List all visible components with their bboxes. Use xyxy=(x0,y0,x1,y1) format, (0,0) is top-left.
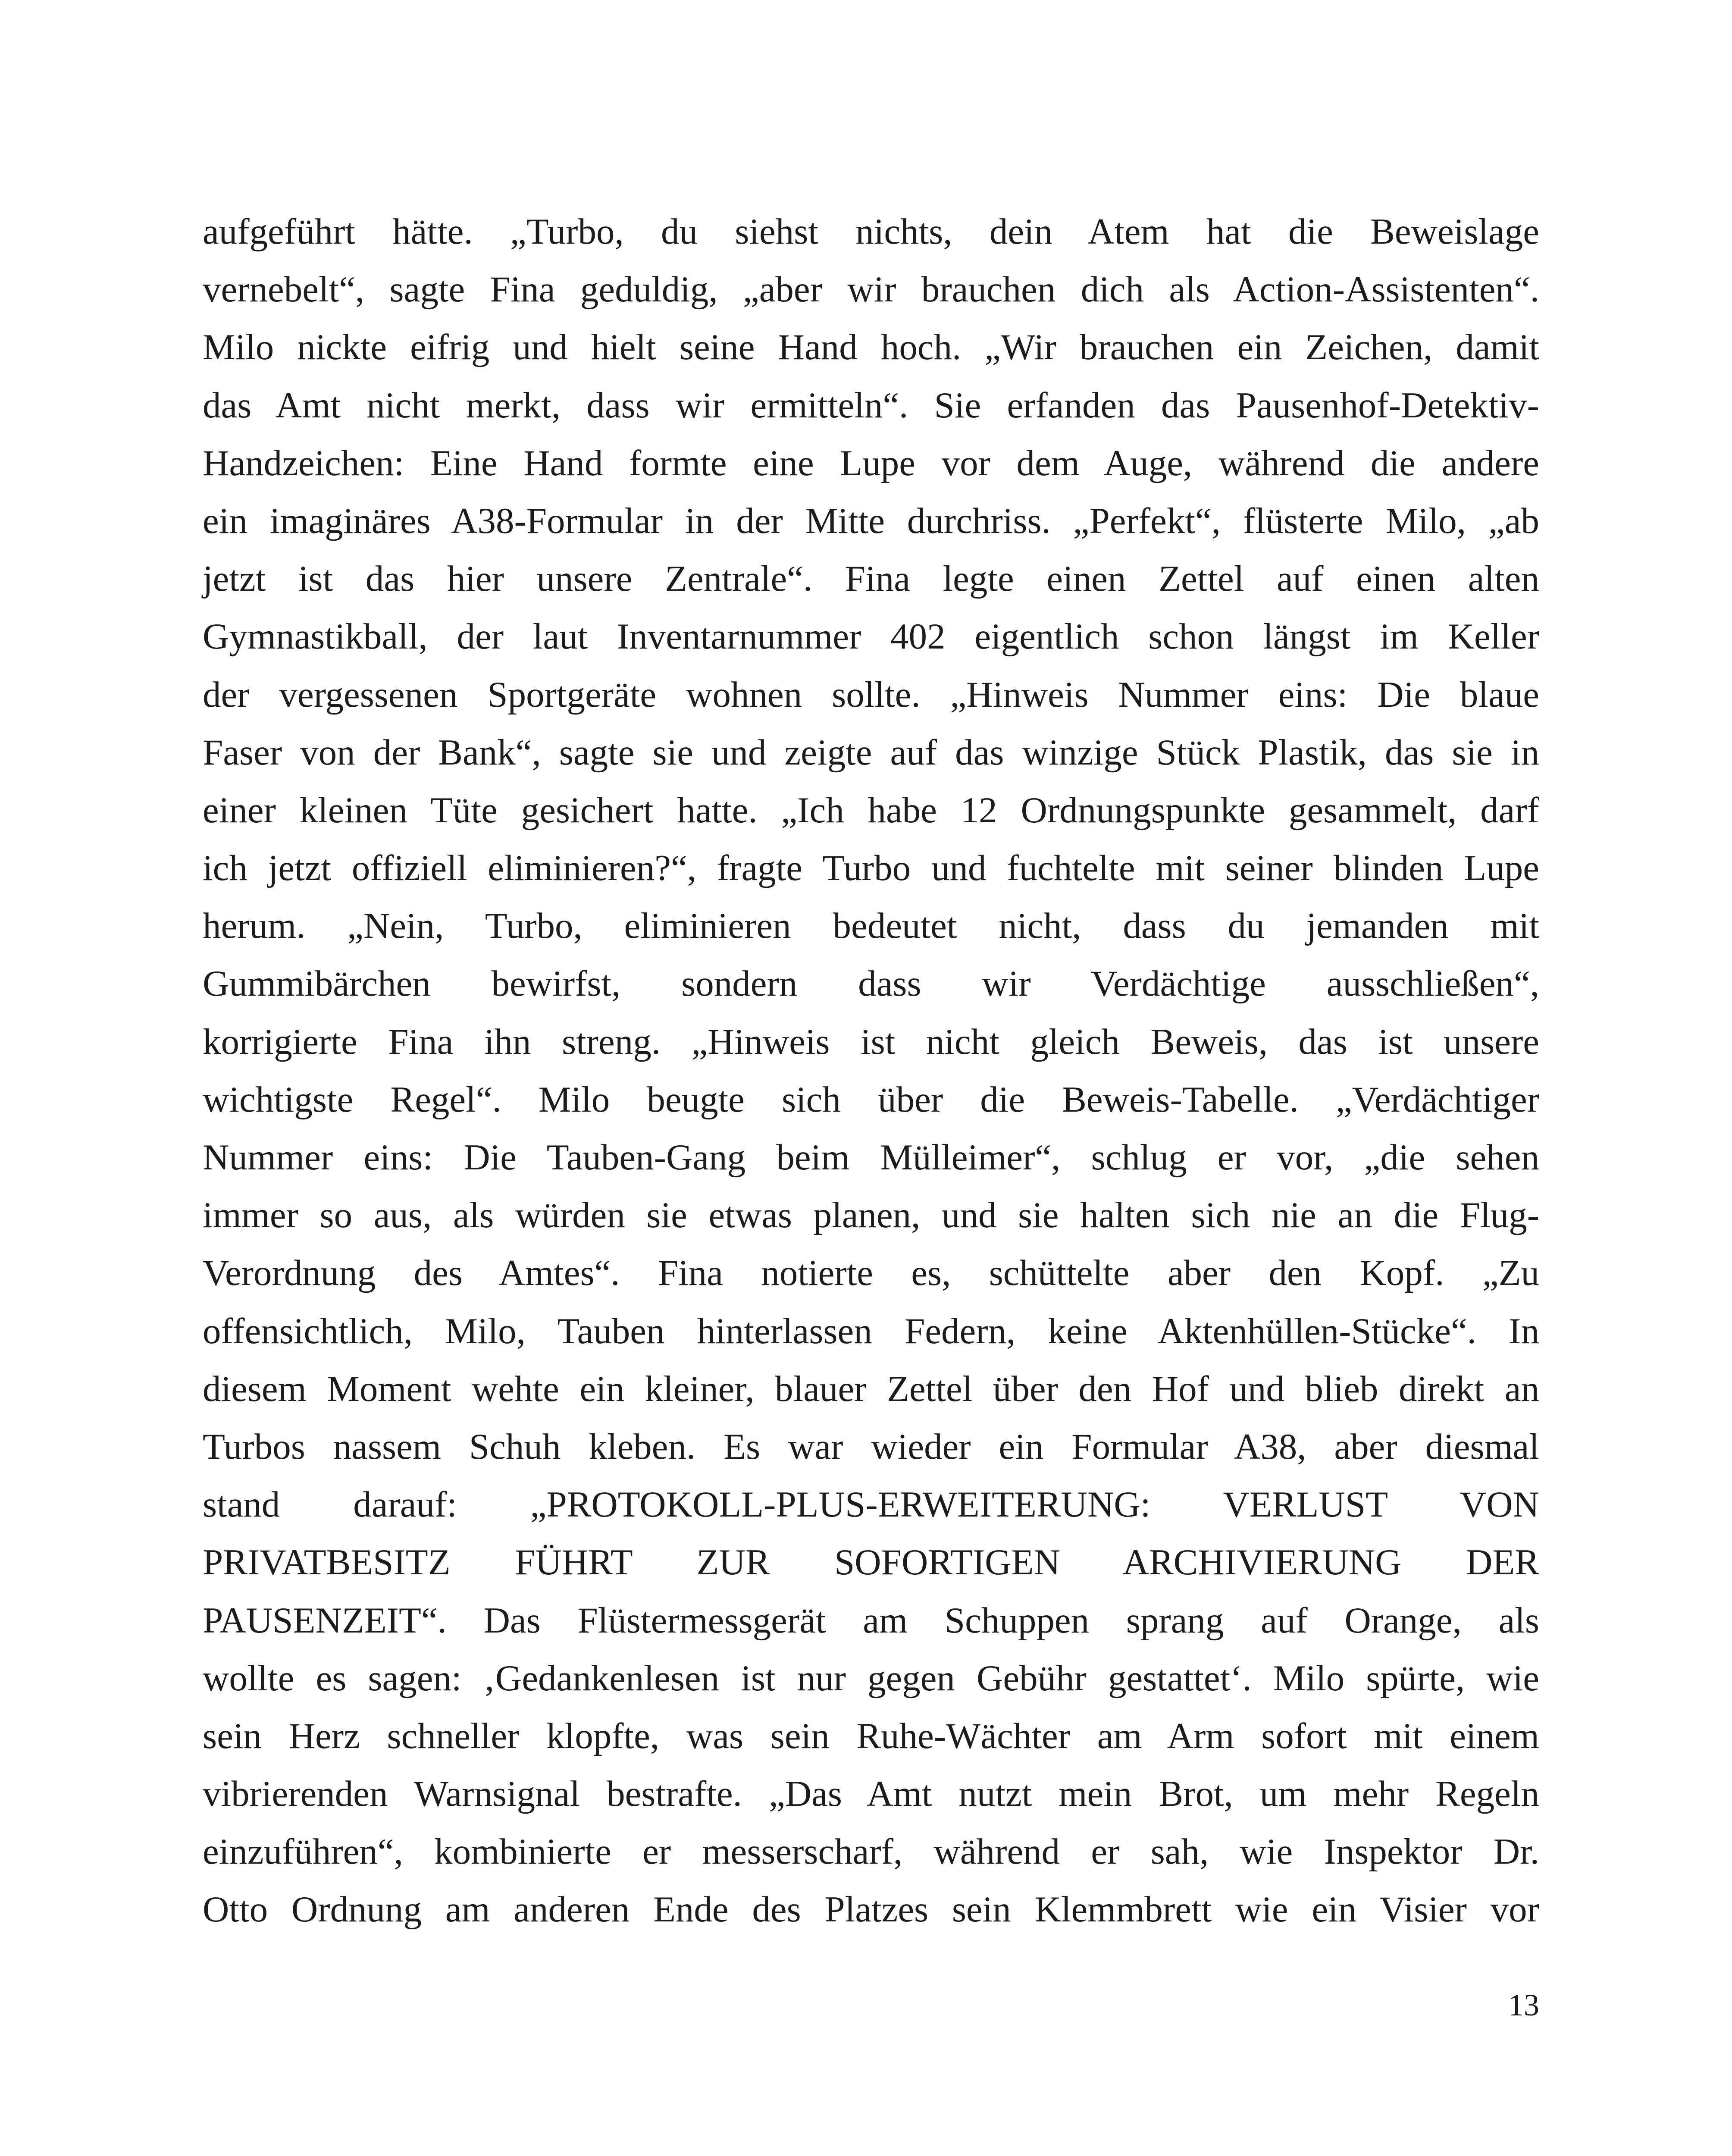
text-line: stand darauf: „PROTOKOLL-PLUS-ERWEITERUNG: VERLUST VON xyxy=(203,1484,1539,1525)
page-number: 13 xyxy=(1508,1988,1539,2022)
text-line: ich jetzt offiziell eliminieren?“, fragte Turbo und fuchtelte mit seiner blinden Lupe xyxy=(203,848,1539,889)
text-line: aufgeführt hätte. „Turbo, du siehst nichts, dein Atem hat die Beweislage xyxy=(203,211,1539,252)
text-line: herum. „Nein, Turbo, eliminieren bedeutet nicht, dass du jemanden mit xyxy=(203,906,1539,946)
text-line: Otto Ordnung am anderen Ende des Platzes sein Klemmbrett wie ein Visier vor xyxy=(203,1889,1539,1930)
text-line: Handzeichen: Eine Hand formte eine Lupe vor dem Auge, während die andere xyxy=(203,442,1539,483)
text-line: einer kleinen Tüte gesichert hatte. „Ich habe 12 Ordnungspunkte gesammelt, darf xyxy=(203,790,1539,830)
text-line: das Amt nicht merkt, dass wir ermitteln“. Sie erfanden das Pausenhof-Detektiv- xyxy=(203,385,1539,426)
text-line: Nummer eins: Die Tauben-Gang beim Mülleimer“, schlug er vor, „die sehen xyxy=(203,1137,1539,1178)
text-line: PAUSENZEIT“. Das Flüstermessgerät am Schuppen sprang auf Orange, als xyxy=(203,1600,1539,1641)
text-line: sein Herz schneller klopfte, was sein Ruhe-Wächter am Arm sofort mit einem xyxy=(203,1715,1539,1756)
text-line: Gummibärchen bewirfst, sondern dass wir Verdächtige ausschließen“, xyxy=(203,963,1539,1004)
text-line: vernebelt“, sagte Fina geduldig, „aber wir brauchen dich als Action-Assistenten“. xyxy=(203,269,1539,310)
text-line: wichtigste Regel“. Milo beugte sich über die Beweis-Tabelle. „Verdächtiger xyxy=(203,1079,1539,1120)
text-line: einzuführen“, kombinierte er messerscharf, während er sah, wie Inspektor Dr. xyxy=(203,1831,1539,1872)
text-line: Turbos nassem Schuh kleben. Es war wieder ein Formular A38, aber diesmal xyxy=(203,1426,1539,1467)
text-line: offensichtlich, Milo, Tauben hinterlassen Federn, keine Aktenhüllen-Stücke“. In xyxy=(203,1310,1539,1351)
text-line: korrigierte Fina ihn streng. „Hinweis ist nicht gleich Beweis, das ist unsere xyxy=(203,1021,1539,1062)
text-line: Milo nickte eifrig und hielt seine Hand hoch. „Wir brauchen ein Zeichen, damit xyxy=(203,327,1539,368)
text-line: jetzt ist das hier unsere Zentrale“. Fina legte einen Zettel auf einen alten xyxy=(203,558,1539,599)
text-line: Faser von der Bank“, sagte sie und zeigte auf das winzige Stück Plastik, das sie in xyxy=(203,732,1539,773)
text-line: ein imaginäres A38-Formular in der Mitte durchriss. „Perfekt“, flüsterte Milo, „ab xyxy=(203,500,1539,541)
body-text xyxy=(203,203,1539,1939)
text-line: diesem Moment wehte ein kleiner, blauer Zettel über den Hof und blieb direkt an xyxy=(203,1368,1539,1409)
text-line: PRIVATBESITZ FÜHRT ZUR SOFORTIGEN ARCHIVIERUNG DER xyxy=(203,1542,1539,1583)
text-line: immer so aus, als würden sie etwas planen, und sie halten sich nie an die Flug- xyxy=(203,1195,1539,1236)
text-line: wollte es sagen: ‚Gedankenlesen ist nur gegen Gebühr gestattet‘. Milo spürte, wie xyxy=(203,1658,1539,1698)
text-line: Verordnung des Amtes“. Fina notierte es, schüttelte aber den Kopf. „Zu xyxy=(203,1253,1539,1294)
text-line: Gymnastikball, der laut Inventarnummer 402 eigentlich schon längst im Keller xyxy=(203,616,1539,657)
text-line: der vergessenen Sportgeräte wohnen sollte. „Hinweis Nummer eins: Die blaue xyxy=(203,674,1539,715)
text-line: vibrierenden Warnsignal bestrafte. „Das Amt nutzt mein Brot, um mehr Regeln xyxy=(203,1774,1539,1814)
